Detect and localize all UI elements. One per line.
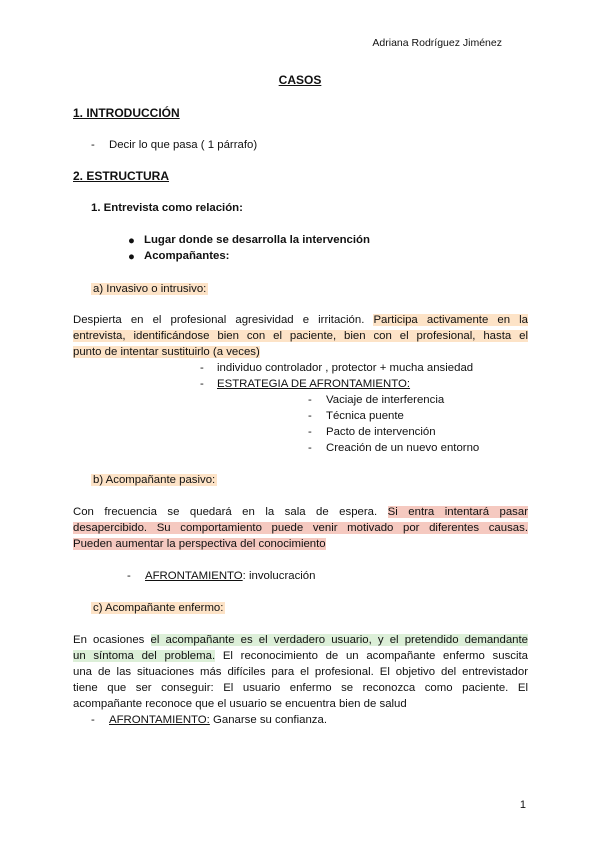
dash-bullet: -	[91, 139, 95, 151]
page-title: CASOS	[278, 73, 322, 87]
paragraph-enfermo	[73, 632, 528, 712]
list-item-afrontamiento	[109, 712, 327, 728]
text-highlight: Si entra intentará pasar	[387, 506, 529, 518]
list-item-afrontamiento	[145, 568, 315, 584]
section-heading-estructura: 2. ESTRUCTURA	[73, 169, 170, 183]
section-heading-introduccion: 1. INTRODUCCIÓN	[73, 106, 180, 120]
list-item: individuo controlador , protector + mucha ansiedad	[217, 362, 474, 374]
numbered-item: 1. Entrevista como relación:	[91, 202, 243, 214]
sub-list-item: Pacto de intervención	[326, 426, 436, 438]
dash-bullet: -	[91, 714, 95, 726]
dash-bullet: -	[200, 362, 204, 374]
text-line: una de las situaciones más difíciles para el profesional. El objetivo del entrevistador	[73, 666, 528, 678]
sub-list-item: Vaciaje de interferencia	[326, 394, 445, 406]
bullet-dot: ●	[128, 251, 135, 263]
bullet-item: Lugar donde se desarrolla la intervención	[144, 234, 370, 246]
text-line: tiene que ser conseguir: El usuario enfermo se reconozca como paciente. El	[73, 682, 528, 694]
text-highlight: entrevista, identificándose bien con el paciente, bien con el profesional, hasta el	[73, 330, 528, 342]
text-highlight: desapercibido. Su comportamiento puede venir motivado por diferentes causas.	[73, 522, 528, 534]
afrontamiento-label: AFRONTAMIENTO:	[109, 714, 210, 726]
subsection-label-a	[91, 281, 208, 297]
text-highlight: Pueden aumentar la perspectiva del conocimiento	[73, 538, 326, 550]
text-plain: En ocasiones	[73, 634, 145, 646]
subsection-label-text: b) Acompañante pasivo:	[93, 474, 216, 486]
paragraph-invasivo	[73, 312, 528, 360]
text-plain: Con frecuencia se quedará en la sala de espera.	[73, 506, 378, 518]
text-plain: El reconocimiento de un acompañante enfermo suscita	[215, 650, 528, 662]
afrontamiento-label: AFRONTAMIENTO	[145, 570, 243, 582]
text-plain: Despierta en el profesional agresividad e irritación.	[73, 314, 365, 326]
bullet-dot: ●	[128, 235, 135, 247]
subsection-label-b	[91, 472, 217, 488]
subsection-label-text: a) Invasivo o intrusivo:	[93, 283, 207, 295]
sub-list-item: Creación de un nuevo entorno	[326, 442, 480, 454]
text-highlight: Participa activamente en la	[373, 314, 528, 326]
page-number: 1	[519, 799, 526, 811]
subsection-label-text: c) Acompañante enfermo:	[93, 602, 224, 614]
bullet-item: Acompañantes:	[144, 250, 230, 262]
dash-bullet: -	[308, 410, 312, 422]
text-line: acompañante reconoce que el usuario se encuentra bien de salud	[73, 698, 407, 710]
text-highlight: punto de intentar sustituirlo (a veces)	[73, 346, 260, 358]
subsection-label-c	[91, 600, 225, 616]
list-item: ESTRATEGIA DE AFRONTAMIENTO:	[217, 378, 411, 390]
text-highlight: un síntoma del problema.	[73, 650, 216, 662]
dash-bullet: -	[308, 394, 312, 406]
dash-bullet: -	[200, 378, 204, 390]
dash-bullet: -	[127, 570, 131, 582]
dash-bullet: -	[308, 442, 312, 454]
afrontamiento-text: Ganarse su confianza.	[209, 714, 327, 726]
afrontamiento-text: : involucración	[242, 570, 316, 582]
author-header: Adriana Rodríguez Jiménez	[372, 37, 502, 49]
text-highlight: el acompañante es el verdadero usuario, y el pretendido demandante	[150, 634, 528, 646]
sub-list-item: Técnica puente	[326, 410, 404, 422]
dash-bullet: -	[308, 426, 312, 438]
intro-item: Decir lo que pasa ( 1 párrafo)	[109, 139, 258, 151]
paragraph-pasivo	[73, 504, 528, 552]
